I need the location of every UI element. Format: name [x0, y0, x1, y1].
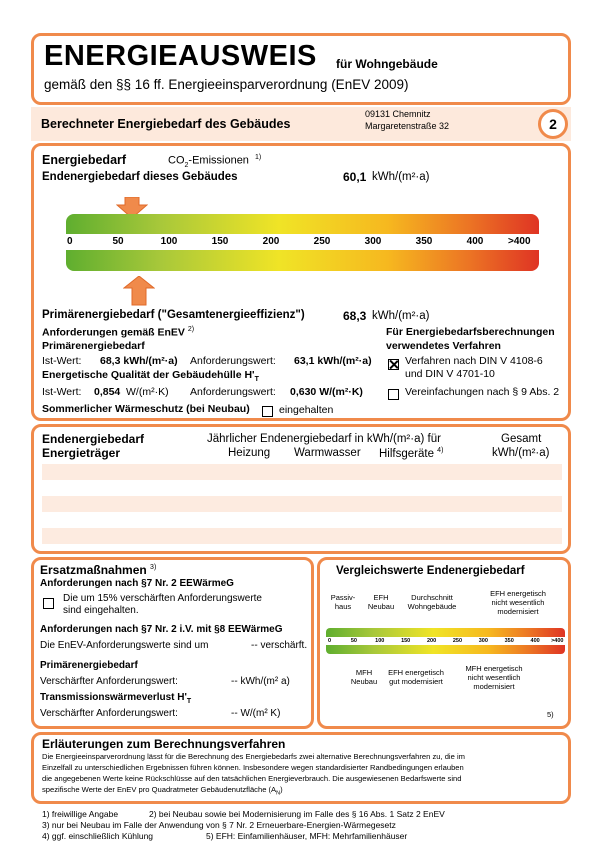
anf-value-2: 0,630 W/(m²·K) — [290, 386, 363, 398]
primary-energy-unit: kWh/(m²·a) — [372, 310, 430, 322]
scale-tick-label: 150 — [211, 236, 229, 247]
ersatz-sharp1: Verschärfter Anforderungswert: — [40, 676, 178, 687]
label-efh-neubau — [365, 593, 397, 611]
table-heading-1: Endenergiebedarf — [42, 432, 145, 446]
scale-tick-label: 350 — [415, 236, 433, 247]
ersatz-sharp1-value: -- kWh/(m² a) — [231, 676, 290, 687]
requirements-heading-text: Anforderungen gemäß EnEV — [42, 326, 185, 339]
col-hilfsgeraete-footnote: 4) — [437, 447, 444, 454]
label-efh-unmod-c: modernisiert — [497, 607, 539, 616]
ersatz-anf1: Anforderungen nach §7 Nr. 2 EEWärmeG — [40, 578, 234, 589]
table-row — [42, 512, 562, 528]
erlaeuterung-line4 — [42, 785, 283, 797]
label-mfh-neubau — [344, 668, 384, 686]
col-gesamt-1: Gesamt — [501, 433, 542, 445]
co2-footnote: 1) — [255, 154, 262, 161]
header-box — [31, 33, 571, 105]
footnote-5: 5) EFH: Einfamilienhäuser, MFH: Mehrfamilienhäuser — [206, 831, 408, 841]
method-heading-1: Für Energiebedarfsberechnungen — [386, 326, 555, 338]
footnote-1: 1) freiwillige Angabe — [42, 809, 119, 819]
primary-energy-arrow-icon — [123, 276, 155, 306]
address-line1: 09131 Chemnitz — [365, 109, 431, 119]
method-simplified-checkbox[interactable] — [388, 386, 399, 404]
vergleich-tick-label: 0 — [328, 638, 332, 644]
label-passivhaus-b: haus — [334, 602, 352, 611]
vergleich-tick-label: >400 — [551, 638, 564, 644]
ist-label-2: Ist-Wert: — [42, 386, 82, 398]
table-annual-heading: Jährlicher Endenergiebedarf in kWh/(m²·a) für — [207, 433, 441, 445]
label-efh-neubau-b: Neubau — [367, 602, 395, 611]
vergleich-tick-label: 150 — [401, 638, 411, 644]
scale-tick-label: 50 — [112, 236, 124, 247]
ersatz-check-line1: Die um 15% verschärften Anforderungswerte — [63, 593, 262, 604]
requirements-primary: Primärenergiebedarf — [42, 340, 145, 352]
vergleich-scale-label-band — [326, 637, 565, 645]
label-mfh-neubau-b: Neubau — [350, 677, 378, 686]
table-row — [42, 496, 562, 512]
erlaeuterung-box — [31, 732, 571, 804]
label-passivhaus-a: Passiv- — [330, 593, 356, 602]
vergleich-footnote: 5) — [547, 710, 554, 719]
scale-tick-label: 0 — [67, 236, 73, 247]
vergleich-tick-label: 100 — [375, 638, 385, 644]
vergleich-heading: Vergleichswerte Endenergiebedarf — [336, 565, 525, 577]
ersatz-check-line2: sind eingehalten. — [63, 605, 139, 616]
footnote-2: 2) bei Neubau sowie bei Modernisierung im Falle des § 16 Abs. 1 Satz 2 EnEV — [149, 809, 445, 819]
co2-text: CO — [168, 154, 185, 167]
summer-checkbox[interactable] — [262, 403, 273, 421]
co2-suffix: -Emissionen — [188, 154, 249, 167]
vergleich-tick-label: 50 — [350, 638, 357, 644]
ist-value-1 — [100, 355, 178, 367]
scale-tick-label: 100 — [160, 236, 178, 247]
energy-heading: Energiebedarf — [42, 153, 127, 167]
envelope-label — [42, 369, 259, 383]
building-type: für Wohngebäude — [336, 57, 438, 71]
ist-unit-2: W/(m²·K) — [126, 386, 169, 398]
col-warmwasser: Warmwasser — [294, 447, 361, 459]
anf-value-1-text: 63,1 kWh/(m²·a) — [294, 355, 372, 367]
vergleich-tick-label: 200 — [426, 638, 437, 644]
ersatz-trans — [40, 692, 191, 705]
anf-label-2: Anforderungswert: — [190, 386, 276, 398]
scale-tick-label: >400 — [507, 236, 531, 247]
label-durchschnitt-b: Wohngebäude — [407, 602, 457, 611]
erlaeuterung-line2: Einzelfall zu unterschiedlichen Ergebnissen führen können. Insbesondere wegen standardisierter Randbedingungen erlauben — [42, 763, 464, 772]
table-row — [42, 464, 562, 480]
erlaeuterung-heading: Erläuterungen zum Berechnungsverfahren — [42, 737, 286, 751]
table-rows — [42, 464, 562, 544]
primary-energy-label: Primärenergiebedarf ("Gesamtenergieeffizienz") — [42, 309, 305, 321]
end-energy-value: 60,1 — [343, 170, 367, 184]
footnote-4: 4) ggf. einschließlich Kühlung — [42, 831, 154, 841]
label-mfh-unmod — [454, 664, 534, 691]
ersatz-sharp2: Verschärfter Anforderungswert: — [40, 708, 178, 719]
label-efh-neubau-a: EFH — [373, 593, 389, 602]
label-efh-gut-a: EFH energetisch — [388, 668, 444, 677]
table-row — [42, 528, 562, 544]
requirements-heading — [42, 326, 194, 339]
envelope-label-text: Energetische Qualität der Gebäudehülle H' — [42, 369, 255, 381]
ersatz-footnote: 3) — [150, 564, 157, 571]
method-din-line2: und DIN V 4701-10 — [405, 368, 495, 380]
address-line2: Margaretenstraße 32 — [365, 121, 450, 131]
table-heading-2: Energieträger — [42, 446, 121, 460]
co2-sub: 2 — [184, 161, 189, 169]
end-energy-label: Endenergiebedarf dieses Gebäudes — [42, 171, 238, 183]
primary-energy-value: 68,3 — [343, 309, 367, 323]
scale-tick-label: 300 — [364, 236, 382, 247]
summer-status: eingehalten — [279, 404, 334, 416]
ersatz-primary: Primärenergiebedarf — [40, 660, 138, 671]
vergleich-tick-label: 400 — [530, 638, 540, 644]
label-efh-unmod-b: nicht wesentlich — [491, 598, 545, 607]
page-number-badge — [538, 109, 568, 139]
summer-protection-label: Sommerlicher Wärmeschutz (bei Neubau) — [42, 403, 250, 415]
label-durchschnitt — [399, 593, 465, 611]
label-mfh-unmod-c: modernisiert — [473, 682, 515, 691]
vergleich-tick-label: 250 — [452, 638, 463, 644]
page-number: 2 — [549, 116, 557, 132]
method-heading-2: verwendetes Verfahren — [386, 340, 501, 352]
page-title: ENERGIEAUSWEIS — [44, 40, 317, 72]
scale-tick-label: 200 — [262, 236, 280, 247]
ist-value-1-text: 68,3 kWh/(m²·a) — [100, 355, 178, 367]
col-gesamt-2: kWh/(m²·a) — [492, 447, 550, 459]
co2-label — [168, 154, 261, 169]
method-din-checkbox[interactable] — [388, 356, 399, 374]
method-din-line1: Verfahren nach DIN V 4108-6 — [405, 355, 543, 367]
label-durchschnitt-a: Durchschnitt — [411, 593, 453, 602]
erlaeuterung-line3: die angegebenen Werte keine Rückschlüsse auf den tatsächlichen Energieverbrauch. Die ausgewiesenen Bedarfswerte sind — [42, 774, 462, 783]
ist-value-2: 0,854 — [94, 386, 121, 398]
ersatz-heading — [40, 563, 156, 577]
ersatz-enev-value: -- verschärft. — [251, 640, 308, 651]
ersatz-anf2: Anforderungen nach §7 Nr. 2 i.V. mit §8 EEWärmeG — [40, 624, 283, 635]
label-efh-unmod-a: EFH energetisch — [490, 589, 546, 598]
ersatz-sharp2-value: -- W/(m² K) — [231, 708, 281, 719]
ersatz-enev-line: Die EnEV-Anforderungswerte sind um — [40, 640, 209, 651]
method-simplified-label: Vereinfachungen nach § 9 Abs. 2 — [405, 386, 560, 398]
label-efh-unmod — [476, 589, 560, 616]
label-mfh-unmod-a: MFH energetisch — [465, 664, 523, 673]
ersatz-checkbox[interactable] — [43, 595, 54, 613]
requirements-footnote: 2) — [187, 326, 195, 333]
ist-label-1: Ist-Wert: — [42, 355, 82, 367]
section-title: Berechneter Energiebedarf des Gebäudes — [41, 117, 291, 131]
vergleich-tick-label: 350 — [504, 638, 514, 644]
erlaeuterung-line1: Die Energieeinsparverordnung lässt für die Berechnung des Energiebedarfs zwei alternative Berechnungsverfahren zu, die im — [42, 752, 465, 761]
label-passivhaus — [326, 593, 360, 611]
col-hilfsgeraete — [379, 447, 443, 460]
anf-value-1 — [294, 355, 372, 367]
anf-label-1: Anforderungswert: — [190, 355, 276, 367]
col-heizung: Heizung — [228, 447, 271, 459]
end-energy-unit: kWh/(m²·a) — [372, 171, 430, 183]
table-row — [42, 480, 562, 496]
erlaeuterung-line4-sub: N — [276, 790, 281, 797]
vergleich-tick-label: 300 — [478, 638, 488, 644]
erlaeuterung-line4-text: spezifische Werte der EnEV pro Quadratmeter Gebäudenutzfläche (A — [42, 785, 277, 794]
erlaeuterung-line4-end: ) — [280, 785, 283, 794]
end-energy-table-box — [31, 424, 571, 554]
ersatz-trans-text: Transmissionswärmeverlust H' — [40, 692, 187, 703]
law-reference: gemäß den §§ 16 ff. Energieeinsparverordnung (EnEV 2009) — [44, 77, 409, 92]
envelope-sub: T — [254, 376, 259, 384]
scale-tick-label: 250 — [313, 236, 331, 247]
col-hilfsgeraete-text: Hilfsgeräte — [379, 447, 434, 460]
ersatz-box — [31, 557, 314, 729]
label-efh-gut-b: gut modernisiert — [389, 677, 443, 686]
ersatz-heading-text: Ersatzmaßnahmen — [40, 563, 147, 577]
footnote-3: 3) nur bei Neubau im Falle der Anwendung von § 7 Nr. 2 Erneuerbare-Energien-Wärmegesetz — [42, 820, 396, 830]
scale-tick-label: 400 — [466, 236, 484, 247]
label-mfh-unmod-b: nicht wesentlich — [467, 673, 521, 682]
energy-box — [31, 143, 571, 421]
label-mfh-neubau-a: MFH — [355, 668, 373, 677]
section-bar — [31, 107, 571, 141]
ersatz-trans-sub: T — [186, 698, 192, 705]
vergleich-box — [317, 557, 571, 729]
label-efh-gut — [380, 668, 452, 686]
